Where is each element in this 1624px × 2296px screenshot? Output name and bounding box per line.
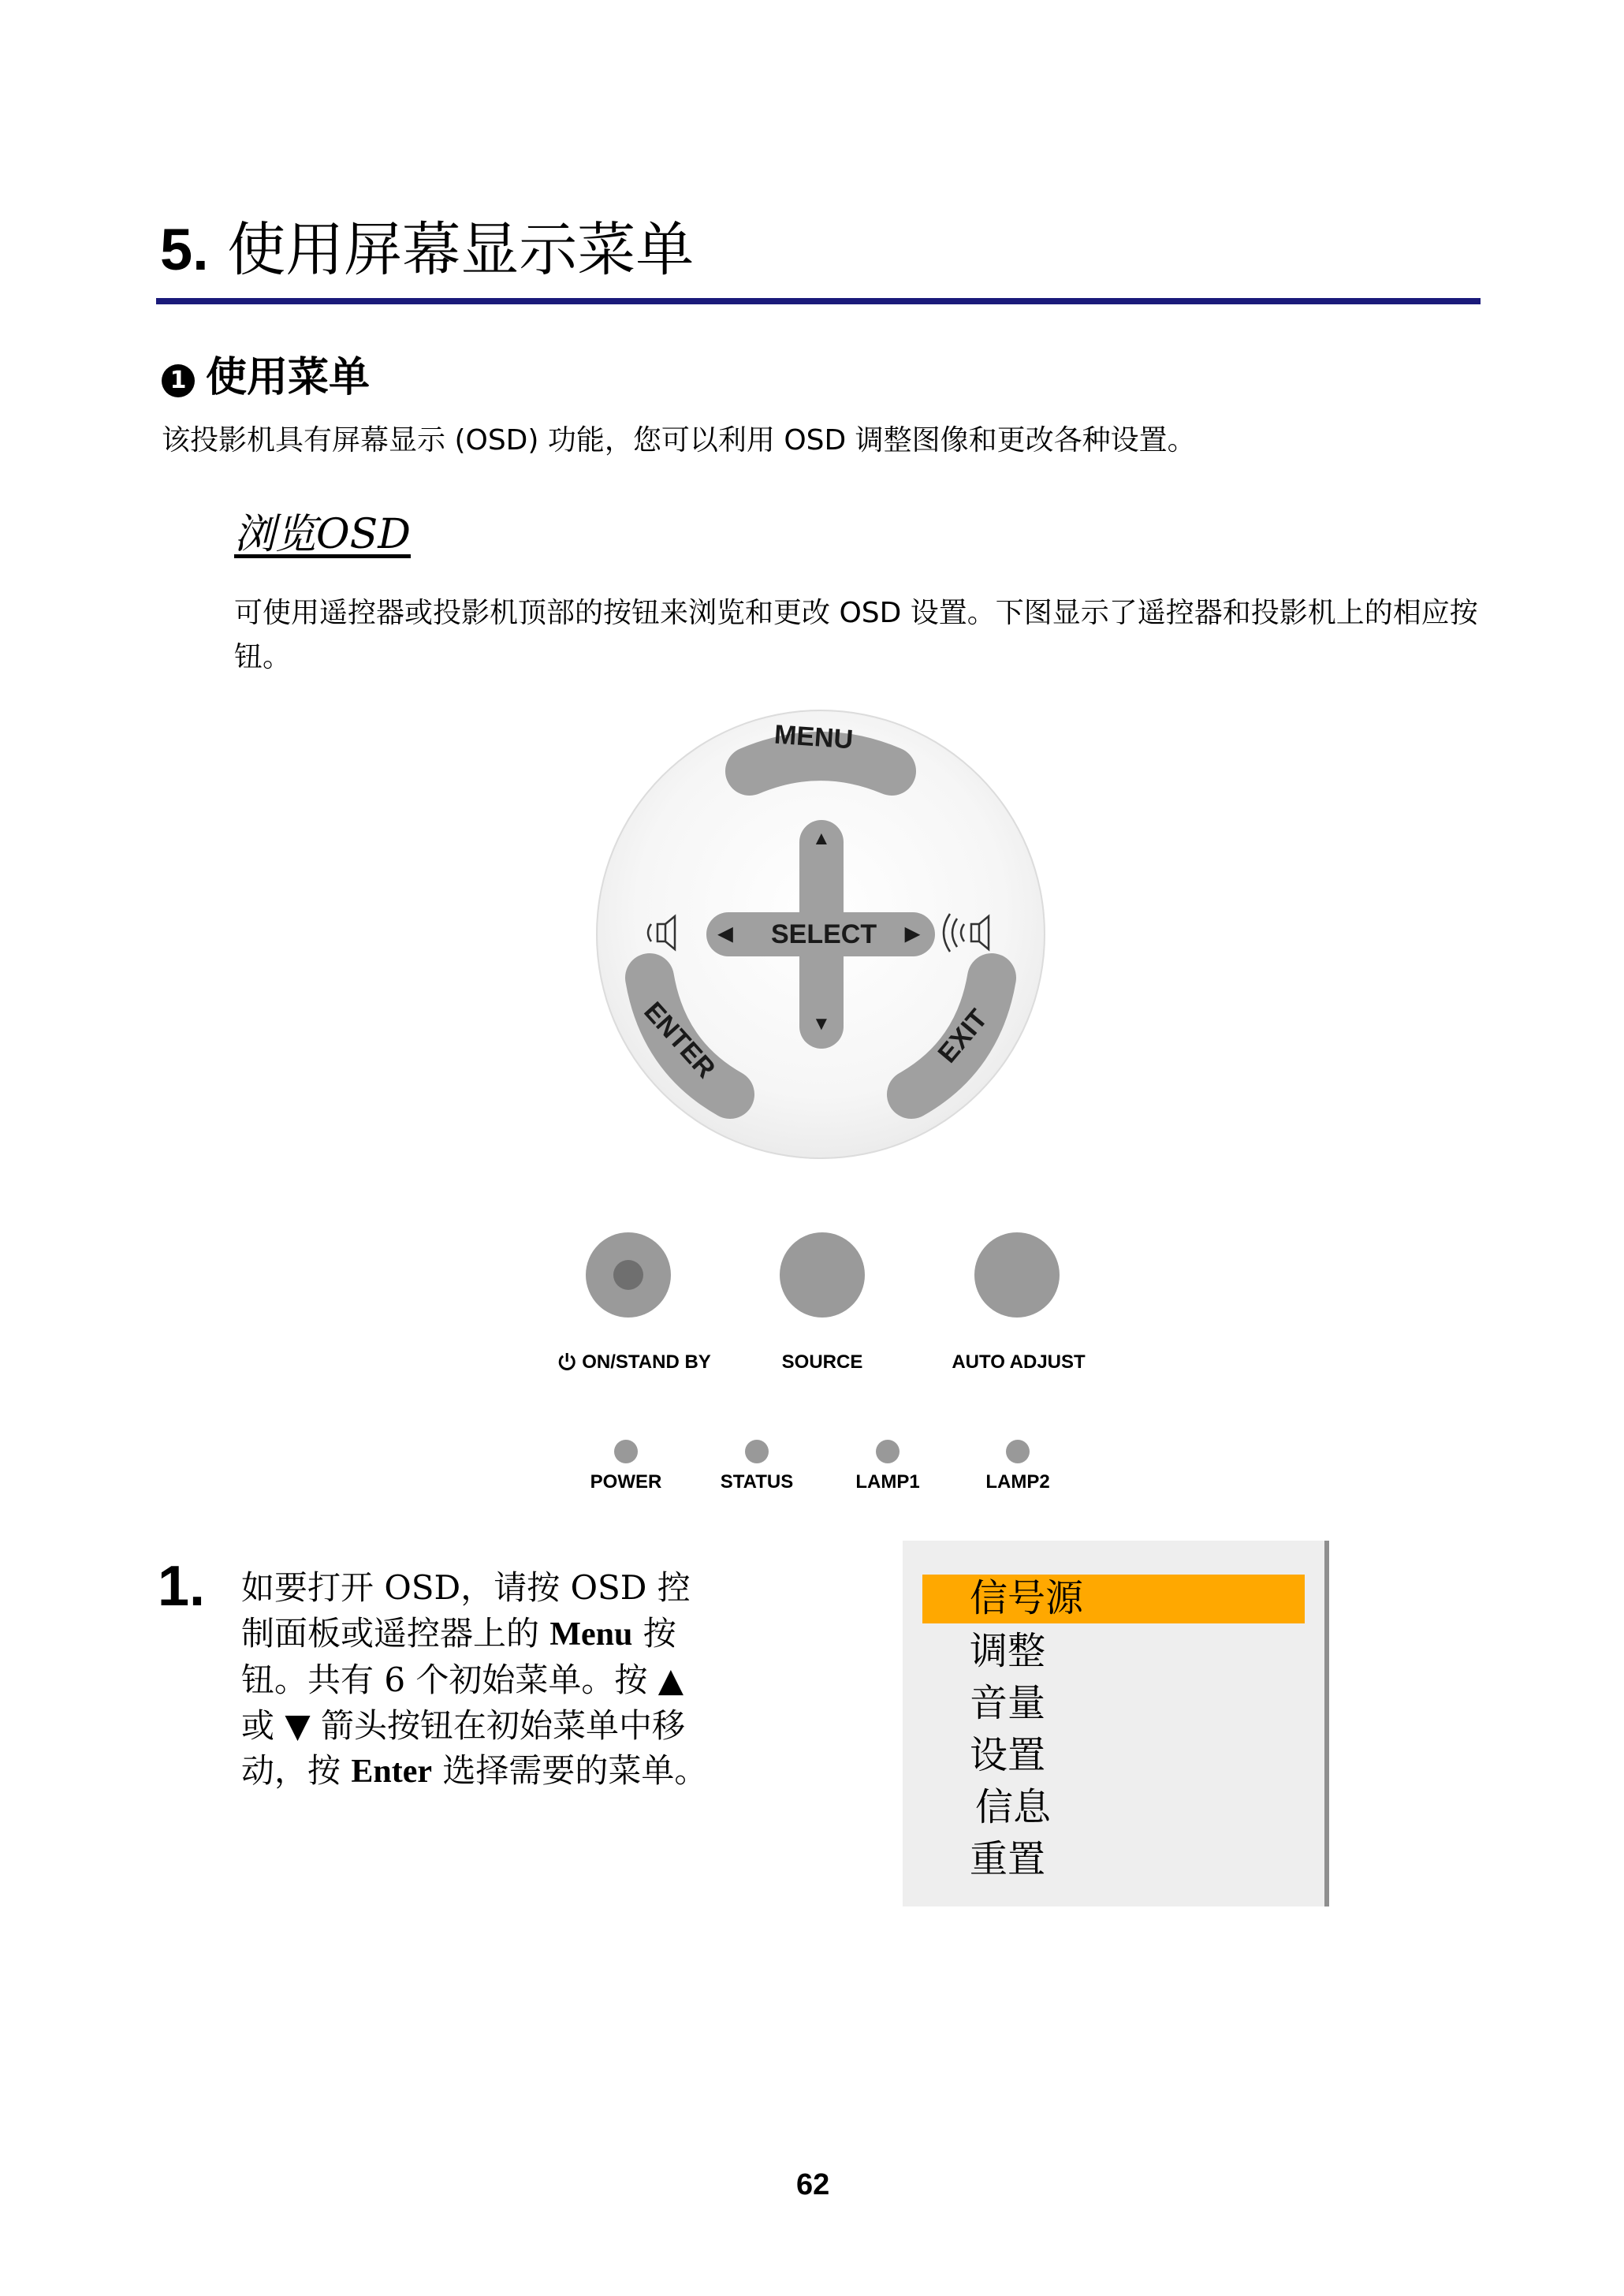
numbered-bullet-icon: 1 (162, 364, 195, 397)
chapter-heading (160, 216, 695, 284)
volume-up-icon (944, 914, 989, 952)
up-arrow-icon[interactable]: ▲ (812, 828, 831, 849)
power-button[interactable] (586, 1232, 671, 1318)
osd-menu-item-volume[interactable]: 音量 (970, 1681, 1046, 1725)
power-led-label: POWER (590, 1471, 662, 1493)
section-title: 使用菜单 (206, 354, 371, 401)
exit-button[interactable]: EXIT (932, 1004, 994, 1069)
enter-button[interactable]: ENTER (638, 996, 721, 1084)
chapter-number: 5. (160, 217, 209, 282)
power-button-label (557, 1351, 711, 1374)
step-number: 1. (158, 1555, 206, 1618)
source-button-label: SOURCE (781, 1351, 863, 1373)
lamp1-led (876, 1440, 900, 1463)
subsection-title: 浏览OSD (234, 511, 411, 558)
chapter-title: 使用屏幕显示菜单 (227, 216, 695, 284)
select-button[interactable]: SELECT (771, 919, 877, 949)
power-icon (557, 1351, 577, 1372)
osd-menu-item-info[interactable]: 信息 (975, 1785, 1052, 1829)
osd-menu-item-reset[interactable]: 重置 (970, 1837, 1046, 1881)
osd-main-menu (903, 1541, 1329, 1906)
down-arrow-icon[interactable]: ▼ (812, 1013, 831, 1034)
auto-adjust-button[interactable] (974, 1232, 1060, 1318)
lamp1-led-label: LAMP1 (855, 1471, 920, 1493)
osd-menu-item-adjust[interactable]: 调整 (970, 1629, 1046, 1673)
status-led (745, 1440, 769, 1463)
menu-button-shape (750, 756, 892, 771)
step-text-part: 按钮。共有 6 个初始菜单。按 ▲ 或 ▼ 箭头按钮在初始菜单中移动，按 (241, 1613, 686, 1790)
osd-menu-item-settings[interactable]: 设置 (970, 1733, 1046, 1777)
osd-menu-item-source[interactable]: 信号源 (970, 1576, 1084, 1620)
subsection-paragraph: 可使用遥控器或投影机顶部的按钮来浏览和更改 OSD 设置。下图显示了遥控器和投影机上的相应按钮。 (234, 597, 1478, 673)
source-button[interactable] (780, 1232, 865, 1318)
power-button-center (613, 1260, 643, 1290)
step-text-part: 如要打开 OSD，请按 OSD 控制面板或遥控器上的 (241, 1568, 691, 1653)
lamp2-led (1006, 1440, 1030, 1463)
section-heading (162, 344, 370, 403)
lamp2-led-label: LAMP2 (985, 1471, 1050, 1493)
power-button-text: ON/STAND BY (582, 1351, 711, 1373)
enter-keyword: Enter (351, 1754, 433, 1790)
page-number: 62 (796, 2168, 830, 2201)
step-text-part: 选择需要的菜单。 (432, 1751, 708, 1790)
step-instructions (241, 1565, 714, 1795)
right-arrow-icon[interactable]: ▶ (905, 923, 920, 945)
volume-down-icon (648, 916, 675, 949)
menu-button[interactable]: MENU (773, 719, 855, 755)
power-led (614, 1440, 638, 1463)
left-arrow-icon[interactable]: ◀ (718, 923, 733, 945)
menu-keyword: Menu (549, 1616, 633, 1653)
auto-adjust-button-label: AUTO ADJUST (952, 1351, 1086, 1373)
remote-navigation-pad (596, 710, 1045, 1159)
section-intro: 该投影机具有屏幕显示 (OSD) 功能，您可以利用 OSD 调整图像和更改各种设置。 (162, 424, 1196, 457)
title-divider (156, 298, 1481, 304)
status-led-label: STATUS (720, 1471, 794, 1493)
